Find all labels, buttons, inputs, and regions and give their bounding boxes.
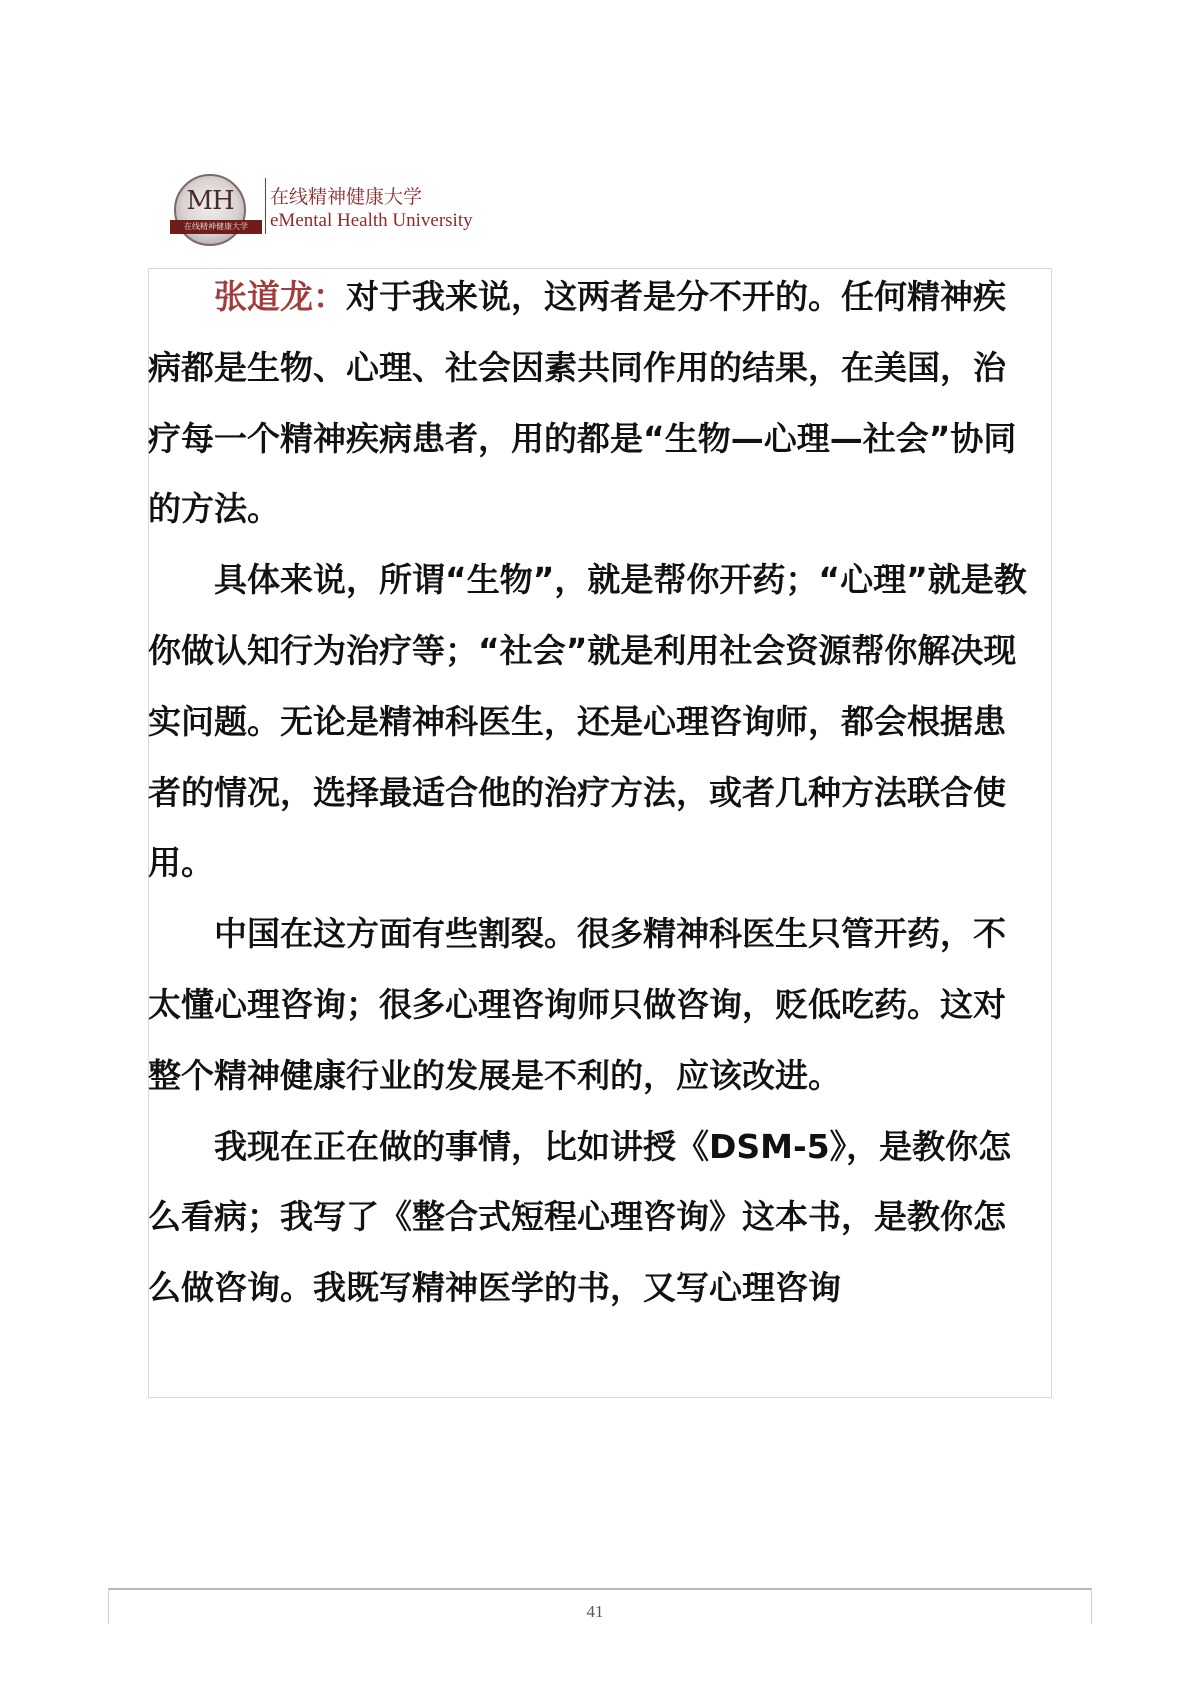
footer-divider — [108, 1588, 1092, 1590]
page-number: 41 — [586, 1602, 604, 1621]
paragraph-1 — [148, 262, 1028, 545]
speaker-name: 张道龙： — [214, 277, 346, 316]
main-text — [148, 262, 1028, 1324]
paragraph-3: 中国在这方面有些割裂。很多精神科医生只管开药，不太懂心理咨询；很多心理咨询师只做咨询，贬低吃药。这对整个精神健康行业的发展是不利的，应该改进。 — [148, 914, 1006, 1095]
paragraph-1-text: 对于我来说，这两者是分不开的。任何精神疾病都是生物、心理、社会因素共同作用的结果，在美国，治疗每一个精神疾病患者，用的都是“生物—心理—社会”协同的方法。 — [148, 277, 1017, 529]
header-title-cn: 在线精神健康大学 — [270, 186, 423, 208]
paragraph-2: 具体来说，所谓“生物”，就是帮你开药；“心理”就是教你做认知行为治疗等；“社会”就是利用社会资源帮你解决现实问题。无论是精神科医生，还是心理咨询师，都会根据患者的情况，选择最适合他的治疗方法，或者几种方法联合使用。 — [148, 560, 1027, 883]
logo-mh-text: MH — [186, 186, 234, 216]
header-title-en: eMental Health University — [270, 210, 473, 231]
document-header — [170, 172, 630, 248]
university-seal-logo — [174, 174, 246, 246]
logo-ribbon: 在线精神健康大学 — [170, 220, 262, 234]
paragraph-4: 我现在正在做的事情，比如讲授《DSM-5》，是教你怎么看病；我写了《整合式短程心理咨询》这本书，是教你怎么做咨询。我既写精神医学的书，又写心理咨询 — [148, 1126, 1012, 1308]
header-divider — [265, 178, 266, 234]
